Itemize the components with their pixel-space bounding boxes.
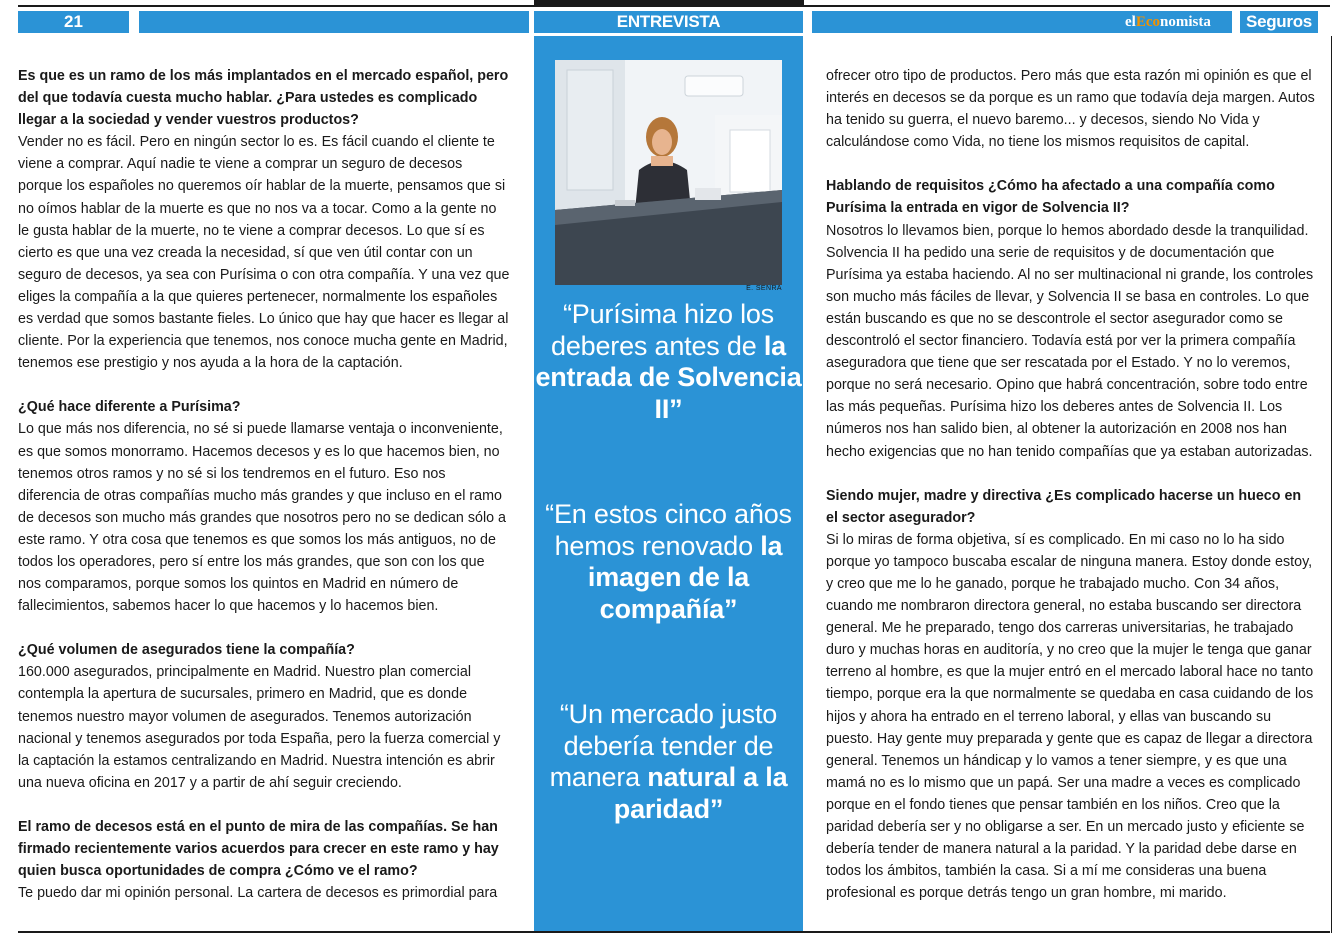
article-column-left [18, 65, 510, 904]
bottom-rule [18, 931, 1330, 933]
interview-question: Siendo mujer, madre y directiva ¿Es complicado hacerse un hueco en el sector asegurador? [826, 487, 1302, 526]
office-photo-illustration [555, 60, 782, 285]
interview-answer: Lo que más nos diferencia, no sé si puede llamarse ventaja o inconveniente, es que somos monorramo. Hacemos decesos y es lo que hacemos bien, no tenemos otros ramos y no sé si los tendremos en el futuro. Eso nos diferencia de otras compañías mucho más grandes y que incluso en el ramo de decesos son mucho más grandes que nosotros pero no se dedican sólo a este ramo. Y otra cosa que tenemos es que somos los más antiguos, no de todos los operadores, pero sí entre los más grandes, que son con los que nos comparamos, porque somos los quintos en Madrid en número de fallecimientos, sabemos hacer lo que hacemos y lo hacemos bien. [18, 421, 506, 615]
top-rule-accent [534, 0, 804, 7]
interview-question: Es que es un ramo de los más implantados en el mercado español, pero del que todavía cuesta mucho hablar. ¿Para ustedes es complicado llegar a la sociedad y vender vuestros productos? [18, 68, 509, 129]
photo-credit: E. SENRA [746, 285, 782, 292]
pull-quote-sidebar [534, 36, 803, 933]
category-label: Seguros [1240, 11, 1318, 33]
header-bar-left [139, 11, 529, 33]
interview-question: ¿Qué hace diferente a Purísima? [18, 399, 241, 416]
pull-quote-1: “Purísima hizo los deberes antes de la entrada de Solvencia II” [535, 299, 802, 424]
interview-photo [555, 60, 782, 285]
newspaper-logo: elEconomista [1125, 14, 1211, 30]
interview-answer: 160.000 asegurados, principalmente en Madrid. Nuestro plan comercial contempla la apertura de sucursales, primero en Madrid, que es donde tenemos nuestro mayor volumen de asegurados. Tenemos autorización nacional y tenemos asegurados por toda España, pero la fuerza comercial y la captación la estamos centralizando en Madrid. Nuestra intención es abrir una nueva oficina en 2017 y a partir de ahí seguir creciendo. [18, 664, 501, 791]
pull-quote-2: “En estos cinco años hemos renovado la imagen de la compañía” [545, 499, 792, 624]
page-edge-rule [1331, 36, 1332, 933]
page-number: 21 [18, 11, 129, 33]
interview-question: Hablando de requisitos ¿Cómo ha afectado a una compañía como Purísima la entrada en vigor de Solvencia II? [826, 178, 1275, 217]
interview-answer: ofrecer otro tipo de productos. Pero más que esta razón mi opinión es que el interés en decesos se da porque es un ramo que todavía deja margen. Autos ha tenido su guerra, el nuevo baremo... y decesos, siendo No Vida y calculándose como Vida, no tiene los mismos requisitos de capital. [826, 68, 1315, 151]
interview-question: ¿Qué volumen de asegurados tiene la compañía? [18, 642, 355, 659]
interview-answer: Te puedo dar mi opinión personal. La cartera de decesos es primordial para [18, 885, 498, 902]
interview-question: El ramo de decesos está en el punto de mira de las compañías. Se han firmado recientemente varios acuerdos para crecer en este ramo y hay quien busca oportunidades de compra ¿Cómo ve el ramo? [18, 818, 499, 880]
interview-answer: Vender no es fácil. Pero en ningún sector lo es. Es fácil cuando el cliente te viene a comprar. Aquí nadie te viene a comprar un seguro de decesos porque los españoles no queremos oír hablar de la muerte, pensamos que si no oímos hablar de la muerte es que no nos va a tocar. Como a la gente no le gusta hablar de la muerte, no te viene a comprar decesos. Lo que sí es cierto es que una vez creada la necesidad, sí que ven útil contar con un seguro de decesos, ya sea con Purísima o con otra compañía. Y una vez que eliges la compañía a la que quieres pertenecer, normalmente los españoles es verdad que somos bastante fieles. Lo único que hay que hacer es llegar al cliente. Por la experiencia que tenemos, nos conoce mucha gente en Madrid, tenemos ese prestigio y nos ayuda a la hora de la captación. [18, 134, 510, 372]
article-column-right [826, 65, 1316, 904]
section-title: ENTREVISTA [534, 11, 803, 33]
interview-answer: Nosotros lo llevamos bien, porque lo hemos abordado desde la tranquilidad. Solvencia II ha pedido una serie de requisitos y de documentación que Purísima ya estaba haciendo. Al no ser multinacional ni grande, los controles son mucho más fáciles de llevar, y Solvencia II se basa en controles. Lo que están buscando es que no se descontrole el sector asegurador como se descontroló el sector financiero. Todavía está por ver la primera compañía aseguradora que tiene que ser rescatada por el Estado. Y no lo veremos, porque no será necesario. Opino que habrá concentración, sobre todo entre las más pequeñas. Purísima hizo los deberes antes de Solvencia II. Los números nos han salido bien, al obtener la autorización en 2008 nos han hecho exigencias que no han tenido compañías que ya estaban autorizadas. [826, 222, 1314, 460]
pull-quote-3: “Un mercado justo debería tender de manera natural a la paridad” [549, 699, 788, 824]
interview-answer: Si lo miras de forma objetiva, sí es complicado. En mi caso no lo ha sido porque yo tampoco buscaba escalar de ninguna manera. Estoy donde estoy, y creo que me lo he ganado, porque he trabajado mucho. Con 34 años, cuando me nombraron directora general, no estaba buscando ser directora general. Me he preparado, tengo dos carreras universitarias, he trabajado duro y muchas horas en auditoría, y no creo que la mujer le tenga que ganar terreno al hombre, es que la mujer entró en el mercado laboral hace no tanto tiempo, porque era la que normalmente se quedaba en casa cuidando de los hijos y ahora ha entrado en el terreno laboral, y ellas van buscando su puesto. Hay gente muy preparada y gente que es capaz de llegar a directora general. Tenemos un hándicap y lo vamos a tener siempre, y es que una mamá no es lo mismo que un papá. Ser una madre a veces es complicado porque en el fondo tienes que pensar también en los niños. Creo que la paridad debería ser y no obligarse a ser. En un mercado justo y eficiente se debería tender de manera natural a la paridad. Y la paridad debe darse en todos los ámbitos, también la casa. Si a mí me consideras una buena profesional es porque detrás tengo un gran hombre, mi marido. [826, 531, 1314, 902]
